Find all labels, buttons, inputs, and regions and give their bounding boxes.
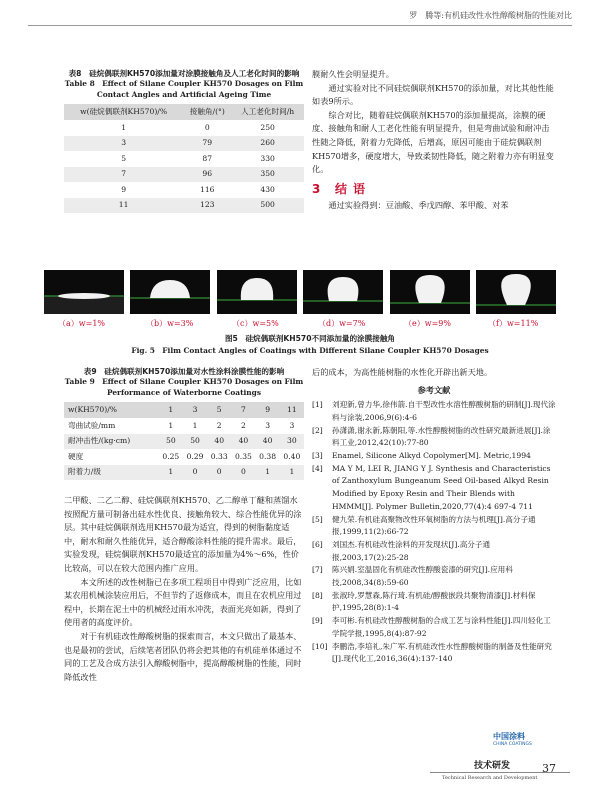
left-column-bottom <box>64 366 304 684</box>
table-cell: 0.29 <box>186 451 204 461</box>
table-cell: 87 <box>202 153 213 163</box>
table-cell: 123 <box>183 198 231 214</box>
reference-number: [5] <box>312 514 323 524</box>
table-cell: 硬度 <box>68 451 84 461</box>
page-footer <box>430 758 570 788</box>
reference-item <box>312 539 556 564</box>
figure5-label-f: （f）w=11% <box>488 319 539 328</box>
paragraph: 综合对比，随着硅烷偶联剂KH570的添加量提高，涂膜的硬度、接触角和耐人工老化性能有明显提升，但是弯曲试验和耐冲击性随之降低，附着力先降低，后增高，原因可能由于硅烷偶联剂KH570增多，硬度增大，导致柔韧性降低，随之附着力亦有明显变化。 <box>312 109 554 175</box>
figure5-label-b: （b）w=3% <box>146 319 194 328</box>
paragraph: 通过实验对比不同硅烷偶联剂KH570的添加量，对比其他性能如表9所示。 <box>312 82 554 107</box>
reference-text: Enamel, Silicone Alkyd Copolymer[M]. Metric,1994 <box>332 451 531 460</box>
reference-text: 张淑玲,罗慧森,陈行琦.有机硅/醇酸嵌段共聚物清漆[J].材料保护,1995,28(8):1-4 <box>332 590 536 613</box>
table-cell: 0.25 <box>162 451 180 461</box>
reference-number: [8] <box>312 590 323 600</box>
table-cell: 1 <box>280 465 304 481</box>
table-cell: 250 <box>260 122 275 132</box>
table-cell: 40 <box>231 434 255 450</box>
table-cell: 40 <box>256 434 280 450</box>
table-cell: 0 <box>204 122 210 132</box>
table9-header: 3 <box>183 402 207 418</box>
table-cell: 430 <box>260 184 275 194</box>
table-cell: 9 <box>121 184 127 194</box>
table-cell: 0.40 <box>283 451 301 461</box>
reference-item <box>312 450 556 463</box>
table-cell: 1 <box>256 465 280 481</box>
contact-angle-image-d <box>303 270 383 314</box>
right-column-bottom <box>312 366 556 666</box>
table-cell: 1 <box>121 122 127 132</box>
contact-angle-image-b <box>130 270 210 314</box>
table-cell: 耐冲击性/(kg·cm) <box>64 434 159 450</box>
reference-number: [4] <box>312 463 323 473</box>
table-row <box>64 136 304 152</box>
left-body-text <box>64 494 304 684</box>
reference-item <box>312 514 556 539</box>
table9-caption-en: Table 9 Effect of Silane Coupler KH570 Dosages on Film Performance of Waterborne Coatings <box>64 377 304 397</box>
figure5-caption-cn: 图5 硅烷偶联剂KH570不同添加量的涂膜接触角 <box>224 334 396 343</box>
reference-item <box>312 463 556 514</box>
table8-header: w(硅烷偶联剂KH570)/% <box>64 104 183 120</box>
table-cell: 弯曲试验/mm <box>68 420 116 430</box>
table-cell: 96 <box>183 167 231 183</box>
table-cell: 0 <box>207 465 231 481</box>
table9-header: 9 <box>256 402 280 418</box>
table-cell: 0.35 <box>234 451 252 461</box>
reference-item <box>312 564 556 589</box>
paragraph: 本文所述的改性树脂已在多项工程项目中得到广泛应用，比如某农用机械涂装应用后，不但节约了返修成本，而且在农机应用过程中，长期在泥土中的机械经过雨水冲洗，表面光亮如新，得到了使用者的高度评价。 <box>64 576 302 628</box>
table8-header: 人工老化时间/h <box>231 104 304 120</box>
table-cell: 3 <box>289 420 295 430</box>
table9-caption-cn: 表9 硅烷偶联剂KH570添加量对水性涂料涂膜性能的影响 <box>83 367 285 376</box>
table-cell: 330 <box>260 153 275 163</box>
reference-text: 孙潇潇,谢永新,陈朝阳,等.水性醇酸树脂的改性研究最新进展[J].涂料工业,2012,42(10):77-80 <box>332 425 551 448</box>
table9-header: w(KH570)/% <box>64 402 159 418</box>
table-cell: 1 <box>159 465 183 481</box>
table-cell: 500 <box>231 198 304 214</box>
contact-angle-image-f <box>476 270 556 314</box>
table-row <box>64 167 304 183</box>
table9-header: 1 <box>159 402 183 418</box>
right-column-top <box>312 68 556 213</box>
table9-header-row <box>64 402 304 418</box>
section-title: 结语 <box>334 181 371 196</box>
figure5-label-a: （a）w=1% <box>58 319 106 328</box>
table-cell: 50 <box>183 434 207 450</box>
references-heading: 参考文献 <box>417 384 451 395</box>
reference-number: [10] <box>312 641 328 651</box>
table-cell: 2 <box>241 420 246 430</box>
contact-angle-image-a <box>44 270 124 314</box>
reference-item <box>312 399 556 424</box>
table8 <box>64 104 304 213</box>
figure5-label-c: （c）w=5% <box>232 319 279 328</box>
reference-number: [3] <box>312 451 323 460</box>
table8-header-row <box>64 104 304 120</box>
reference-text: 李可彬.有机硅改性醇酸树脂的合成工艺与涂料性能[J].四川轻化工学院学报,1995,8(4):87-92 <box>332 616 551 638</box>
table-row <box>64 120 304 136</box>
table8-block <box>64 68 304 213</box>
contact-angle-image-c <box>217 270 297 314</box>
table-row <box>64 182 304 198</box>
table-cell: 7 <box>64 167 183 183</box>
reference-text: 陈兴娟.室温固化有机硅改性醇酸瓷漆的研究[J].应用科技,2008,34(8):59-60 <box>332 565 513 588</box>
reference-list <box>312 399 556 666</box>
reference-item <box>312 615 556 640</box>
table-row <box>64 198 304 214</box>
table-cell: 3 <box>64 136 183 152</box>
reference-text: 刘迎新,曾力华,徐伟箭.自干型改性水溶性醇酸树脂的研制[J].现代涂料与涂装,2006,9(6):4-6 <box>332 400 556 422</box>
table-row <box>64 434 304 450</box>
running-head: 罗 腾等:有机硅改性水性醇酸树脂的性能对比 <box>28 10 572 26</box>
table-cell: 40 <box>207 434 231 450</box>
figure5-label-d: （d）w=7% <box>318 319 366 328</box>
table-cell: 0.33 <box>210 451 228 461</box>
section-heading <box>312 183 556 198</box>
section-number: 3 <box>312 181 327 196</box>
footer-section-cn: 技术研发 <box>474 761 511 771</box>
logo-title: 中国涂料 <box>493 732 525 741</box>
reference-item <box>312 641 556 666</box>
figure5-images <box>44 270 556 316</box>
table9 <box>64 402 304 480</box>
table-cell: 11 <box>64 198 183 214</box>
reference-text: 健九荣.有机硅高聚物改性环氧树脂的方法与机理[J].高分子通报,1999,11(2):66-72 <box>332 514 536 537</box>
table9-header: 7 <box>231 402 255 418</box>
reference-number: [2] <box>312 425 323 435</box>
table8-caption-en: Table 8 Effect of Silane Coupler KH570 Dosages on Film Contact Angles and Artificial Ageing Time <box>64 79 304 99</box>
table-row <box>64 465 304 481</box>
table8-header: 接触角/(°) <box>183 104 231 120</box>
contact-angle-image-e <box>390 270 470 314</box>
table-row <box>64 151 304 167</box>
reference-text: 刘国杰.有机硅改性涂料的开发现状[J].高分子通报,2003,17(2):25-28 <box>332 539 491 562</box>
table-cell: 260 <box>231 136 304 152</box>
table-cell: 79 <box>183 136 231 152</box>
table-cell: 3 <box>265 420 271 430</box>
paragraph: 后的成本，为高性能树脂的水性化开辟出新天地。 <box>312 367 493 377</box>
figure5-label-e: （e）w=9% <box>404 319 451 328</box>
table-cell: 30 <box>280 434 304 450</box>
reference-number: [9] <box>312 616 323 626</box>
reference-item <box>312 425 556 450</box>
reference-item <box>312 590 556 615</box>
table-row <box>64 418 304 434</box>
journal-logo <box>493 731 532 747</box>
reference-number: [7] <box>312 565 323 575</box>
table-cell: 50 <box>159 434 183 450</box>
paragraph: 对于有机硅改性醇酸树脂的探索而言，本文只做出了最基本、也是最初的尝试，后续笔者团队仍将会把其他的有机硅单体通过不同的工艺及合成方法引入醇酸树脂中，提高醇酸树脂的性能，同时降低改性 <box>64 630 302 682</box>
table9-header: 5 <box>207 402 231 418</box>
table-cell: 0 <box>183 465 207 481</box>
table-cell: 1 <box>192 420 198 430</box>
reference-text: 李鹏浩,李培礼,朱广军.有机硅改性水性醇酸树脂的制备及性能研究[J].现代化工,2016,36(4):137-140 <box>332 641 552 664</box>
table9-header: 11 <box>280 402 304 418</box>
figure5-caption-en: Fig. 5 Film Contact Angles of Coatings with Different Silane Coupler KH570 Dosages <box>131 346 489 355</box>
paragraph: 二甲酸、二乙二醇、硅烷偶联剂KH570、乙二醇单丁醚和蒸馏水按照配方量可制备出硅水性优良、接触角较大、综合性能优异的涂层。其中硅烷偶联剂选用KH570最为适宜，得到的树脂黏度适中，耐水和耐久性能优异，适合醇酸涂料性能的提升需求。最后，实验发现，硅烷偶联剂KH570最适宜的添加量为4%～6%，性价比较高，可以在较大范围内推广应用。 <box>64 495 302 573</box>
footer-section-en: Technical Research and Development <box>442 775 538 781</box>
table-cell: 350 <box>231 167 304 183</box>
reference-text: MA Y M, LEI R, JIANG Y J. Synthesis and Characteristics of Zanthoxylum Bungeanum Seed Oil-based Alkyd Resin Modified by Epoxy Resin and Their Blends with HMMM[J]. Polymer Bulletin,2020,77(4):4 697-4 711 <box>332 463 551 511</box>
table-cell: 2 <box>216 420 222 430</box>
paragraph: 通过实验得到：豆油酸、季戊四醇、苯甲酸、对苯 <box>328 200 509 211</box>
table-cell: 116 <box>200 184 215 194</box>
table-cell: 附着力/级 <box>64 465 159 481</box>
logo-subtitle: CHINA COATINGS <box>493 742 532 747</box>
table-cell: 0 <box>231 465 255 481</box>
table8-caption-cn: 表8 硅烷偶联剂KH570添加量对涂膜接触角及人工老化时间的影响 <box>68 69 300 78</box>
table-cell: 5 <box>121 153 127 163</box>
table-cell: 0.38 <box>259 451 277 461</box>
table-row <box>64 449 304 465</box>
reference-number: [1] <box>312 400 323 410</box>
reference-number: [6] <box>312 539 323 549</box>
page-number: 37 <box>542 762 556 775</box>
paragraph: 膜耐久性会明显提升。 <box>312 69 394 79</box>
table-cell: 1 <box>168 420 174 430</box>
